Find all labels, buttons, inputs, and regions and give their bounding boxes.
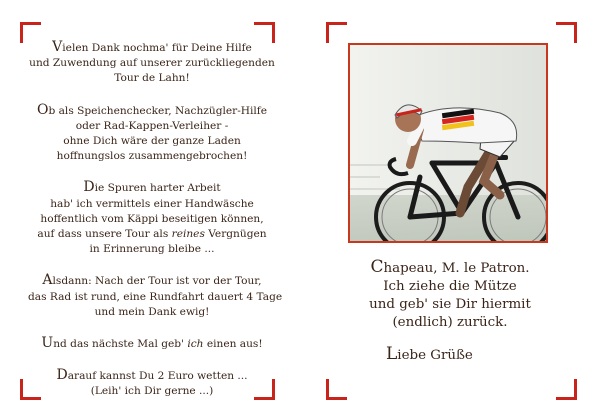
drop-initial: U (41, 335, 54, 352)
paragraph-bet: Darauf kannst Du 2 Euro wetten ... (Leih' ich Dir gerne ...) (56, 367, 248, 398)
cyclist-illustration (350, 45, 546, 241)
paragraph-helper: Ob als Speichenchecker, Nachzügler-Hilfe oder Rad-Kappen-Verleiher - ohne Dich wäre der ganze Laden hoffnungslos zusammengebrochen! (36, 101, 267, 163)
drop-initial: L (386, 344, 398, 364)
paragraph-traces: Die Spuren harter Arbeit hab' ich vermittels einer Handwäsche hoffentlich vom Käppi beseitigen können, auf dass unsere Tour als reines Vergnügen in Erinnerung bleibe ... (37, 179, 267, 256)
emphasis: ich (187, 338, 204, 351)
corner-mark-bottom-left (326, 379, 347, 400)
signoff: Liebe Grüße (386, 344, 473, 364)
cyclist-photo (348, 43, 548, 243)
drop-initial: D (56, 367, 68, 384)
drop-initial: C (370, 257, 384, 277)
drop-initial: V (52, 39, 63, 55)
drop-initial: A (42, 272, 53, 289)
paragraph-next-tour: Alsdann: Nach der Tour ist vor der Tour, das Rad ist rund, eine Rundfahrt dauert 4 Tage und mein Dank ewig! (28, 272, 283, 318)
corner-mark-top-right (556, 22, 577, 43)
corner-mark-top-left (326, 22, 347, 43)
corner-mark-bottom-right (556, 379, 577, 400)
paragraph-thanks: Vielen Dank nochma' für Deine Hilfe und Zuwendung auf unserer zurückliegenden Tour de Lahn! (29, 39, 275, 85)
drop-initial: D (83, 179, 95, 196)
greeting-message: Chapeau, M. le Patron. Ich ziehe die Mütze und geb' sie Dir hiermit (endlich) zurück. (369, 257, 531, 330)
paragraph-next-time: Und das nächste Mal geb' ich einen aus! (41, 335, 263, 352)
emphasis: reines (171, 228, 205, 241)
thank-you-message (28, 39, 283, 416)
drop-initial: O (36, 101, 49, 118)
